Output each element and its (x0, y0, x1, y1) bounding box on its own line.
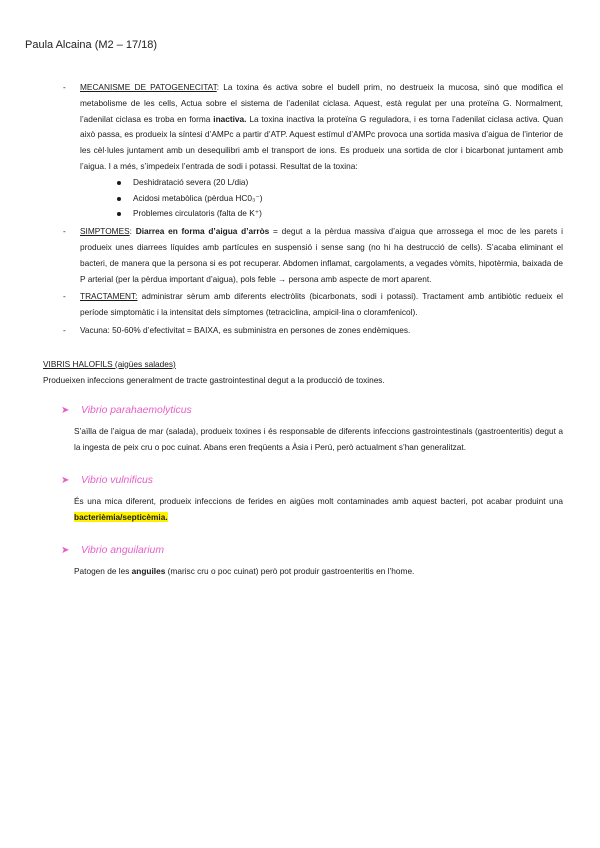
mecanisme-bold: inactiva. (213, 113, 247, 124)
vibrio-description: S’aïlla de l’aigua de mar (salada), produeix toxines i és responsable de diferents infeccions gastrointestinals (gastroenteritis) degut a la ingesta de peix cru o poc cuinat. Abans eren freqüents a Àsia i Perú, però actualment s’han generalitzat. (74, 426, 563, 453)
bullet-dot-icon (117, 181, 121, 185)
bullet-vacuna (43, 323, 563, 339)
simptomes-label: SIMPTOMES (80, 226, 130, 237)
list-item: Deshidratació severa (20 L/dia) (105, 175, 563, 191)
vibrio-description: Patogen de les anguiles (marisc cru o poc cuinat) però pot produir gastroenteritis en l’home. (74, 565, 415, 576)
bullet-dot-icon (117, 197, 121, 201)
right-arrow-icon: → (278, 274, 287, 284)
bullet-tractament (43, 289, 563, 321)
vibrio-section-anguilarium (43, 542, 563, 580)
section-title-halofils: VIBRIS HALOFILS (aigües salades) (43, 358, 176, 369)
arrow-bullet-icon: ➤ (61, 474, 70, 486)
vibrio-heading: ➤ Vibrio parahaemolyticus (51, 402, 563, 420)
vibrio-section-vulnificus (43, 472, 563, 526)
highlighted-term: bacterièmia/septicèmia. (74, 511, 168, 522)
halofils-intro: Produeixen infeccions generalment de tracte gastrointestinal degut a la producció de toxines. (43, 374, 385, 385)
document-body (43, 80, 563, 579)
toxin-results-list (80, 175, 563, 222)
vibrio-heading: ➤ Vibrio anguilarium (51, 542, 563, 560)
vibrio-description: És una mica diferent, produeix infeccions de ferides en aigües molt contaminades amb aquest bacteri, pot acabar produint una bacterièmia/septicèmia. (74, 495, 563, 522)
tractament-text: administrar sèrum amb diferents electròlits (bicarbonats, sodi i potassi). Tractament amb antibiòtic redueix el període simptomàtic i la intensitat dels símptomes (tetraciclina, ampicil·lina o cloramfenicol). (80, 291, 563, 318)
dash-icon: - (63, 324, 66, 335)
vacuna-text: Vacuna: 50-60% d’efectivitat = BAIXA, es subministra en persones de zones endèmiques. (80, 324, 411, 335)
list-item: Acidosi metabòlica (pèrdua HC0₃⁻) (105, 191, 563, 207)
vibrio-heading: ➤ Vibrio vulnificus (51, 472, 563, 490)
dash-icon: - (63, 226, 66, 237)
vibrio-section-parahaemolyticus (43, 402, 563, 456)
dash-icon: - (63, 291, 66, 302)
arrow-bullet-icon: ➤ (61, 544, 70, 556)
page-header: Paula Alcaina (M2 – 17/18) (25, 39, 158, 51)
mecanisme-text-1: : La toxina és activa sobre el budell prim, no destrueix la mucosa, sinó que modifica el metabolisme de les cells, Actua sobre el sistema de l’adenilat ciclasa. Aquest, està regulat per una proteïna G. Normalment, l’adenilat ciclasa es troba en forma (80, 82, 563, 124)
bold-term: anguiles (131, 565, 166, 576)
tractament-label: TRACTAMENT: (80, 291, 138, 302)
mecanisme-label: MECANISME DE PATOGENECITAT (80, 82, 217, 92)
simptomes-text: = degut a la pèrdua massiva d’aigua que arrossega el moc de les parets i produeix unes diarrees líquides amb partícules en suspensió i sense sang (no hi ha destrucció de cells). S’acaba eliminant el bacteri, de manera que la persona si es pot recuperar. Abdomen inflamat, cargolaments, a vegades vòmits, hipotèrmia, baixada de P arterial (per la pèrdua important d’aigua), pols feble (80, 226, 563, 284)
dash-icon: - (63, 82, 66, 92)
list-item: Problemes circulatoris (falta de K⁺) (105, 206, 563, 222)
bullet-mecanisme (43, 80, 563, 222)
simptomes-bold: Diarrea en forma d’aigua d’arròs (135, 226, 270, 237)
arrow-bullet-icon: ➤ (61, 405, 70, 417)
mecanisme-text-2: La toxina inactiva la proteïna G reguladora, i es torna l’adenilat ciclasa activa. Quan això passa, es produeix la síntesi d’AMPc a partir d’ATP. Aquest estímul d’AMPc provoca una sortida masiva d’aigua de l’interior de les cèl·lules juntament amb un desequilibri amb el transport de ions. Es produeix una sortida de clor i bicarbonat juntament amb l’aigua. I a més, s’impedeix l’entrada de sodi i potassi. Resultat de la toxina: (80, 113, 563, 171)
bullet-dot-icon (117, 212, 121, 216)
bullet-simptomes: - SIMPTOMES: Diarrea en forma d’aigua d’arròs = degut a la pèrdua massiva d’aigua que arrossega el moc de les parets i produeix unes diarrees líquides amb partícules en suspensió i sense sang (no hi ha destrucció de cells). S’acaba eliminant el bacteri, de manera que la persona si es pot recuperar. Abdomen inflamat, cargolaments, a vegades vòmits, hipotèrmia, baixada de P arterial (per la pèrdua important d’aigua), pols feble → persona amb aspecte de mort aparent. (63, 226, 563, 284)
